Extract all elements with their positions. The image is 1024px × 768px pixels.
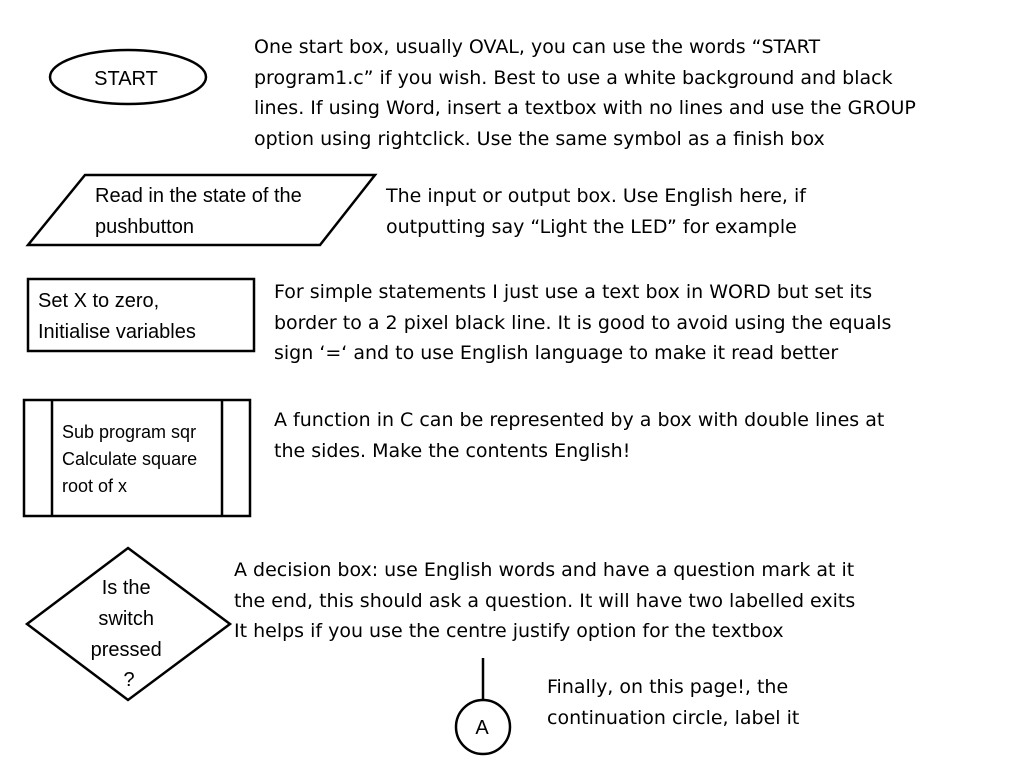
connector-label: A	[475, 717, 489, 739]
io-description	[386, 181, 806, 242]
io-symbol	[28, 175, 375, 245]
start-description-line-2: program1.c” if you wish. Best to use a white background and black	[254, 66, 893, 89]
io-description-line-1: The input or output box. Use English here, if	[386, 185, 806, 207]
decision-description-line-1: A decision box: use English words and have a question mark at it	[234, 559, 855, 581]
connector-symbol	[456, 658, 510, 754]
decision-label-line-4: ?	[123, 669, 135, 691]
subprogram-symbol	[24, 400, 250, 516]
connector-description	[547, 672, 799, 733]
process-label-line-2: Initialise variables	[38, 321, 196, 343]
decision-label-line-2: switch	[98, 608, 155, 630]
start-description-line-4: option using rightclick. Use the same symbol as a finish box	[254, 127, 825, 150]
io-label-line-1: Read in the state of the	[95, 185, 302, 207]
decision-description-line-3: It helps if you use the centre justify option for the textbox	[234, 620, 784, 642]
decision-label-line-1: Is the	[101, 577, 151, 599]
decision-description	[234, 555, 855, 647]
start-label: START	[94, 68, 158, 90]
process-description	[274, 277, 891, 369]
subprogram-label-line-1: Sub program sqr	[62, 422, 197, 442]
subprogram-label-line-2: Calculate square	[62, 449, 198, 469]
connector-description-line-1: Finally, on this page!, the	[547, 676, 789, 698]
start-symbol	[50, 50, 206, 104]
start-description-line-1: One start box, usually OVAL, you can use the words “START	[254, 36, 821, 58]
process-symbol	[28, 279, 254, 351]
subprogram-description-line-2: the sides. Make the contents English!	[274, 439, 631, 462]
decision-symbol	[27, 548, 230, 700]
start-description-line-3: lines. If using Word, insert a textbox with no lines and use the GROUP	[254, 97, 916, 119]
io-description-line-2: outputting say “Light the LED” for example	[386, 215, 797, 238]
start-description	[254, 32, 916, 154]
process-description-line-1: For simple statements I just use a text box in WORD but set its	[274, 281, 873, 303]
io-label-line-2: pushbutton	[95, 216, 194, 238]
process-description-line-2: border to a 2 pixel black line. It is good to avoid using the equals	[274, 311, 892, 334]
connector-description-line-2: continuation circle, label it	[547, 706, 800, 729]
process-label-line-1: Set X to zero,	[38, 290, 160, 312]
process-description-line-3: sign ‘=‘ and to use English language to make it read better	[274, 342, 839, 364]
subprogram-label-line-3: root of x	[62, 476, 128, 496]
decision-label-line-3: pressed	[90, 639, 162, 661]
subprogram-description-line-1: A function in C can be represented by a box with double lines at	[274, 409, 885, 431]
subprogram-description	[274, 405, 884, 466]
decision-description-line-2: the end, this should ask a question. It will have two labelled exits	[234, 589, 856, 612]
